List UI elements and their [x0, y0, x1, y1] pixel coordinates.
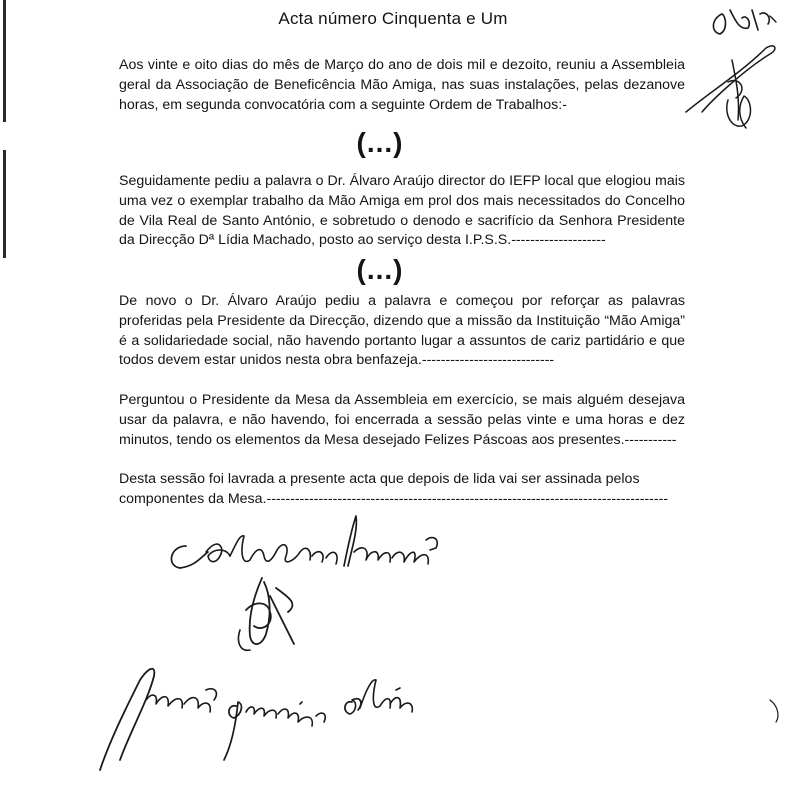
paragraph-text: Desta sessão foi lavrada a presente acta que depois de lida vai ser assinada pelos componentes da Mesa.-------------------------------------------------------------------------------------: [119, 471, 669, 507]
document-title: Acta número Cinquenta e Um: [278, 9, 508, 28]
signature-first: [171, 516, 437, 568]
paragraph-text: Aos vinte e oito dias do mês de Março do ano de dois mil e dezoito, reuniu a Assembleia geral da Associação de Beneficência Mão Amiga, nas suas instalações, pelas dezanove horas, em segunda convocatória com a seguinte Ordem de Trabalhos:-: [119, 57, 685, 113]
paragraph-text: Perguntou o Presidente da Mesa da Assembleia em exercício, se mais alguém desejava usar da palavra, e não havendo, foi encerrada a sessão pelas vinte e uma horas e dez minutos, tendo os elementos da Mesa desejado Felizes Páscoas aos presentes.-----------: [119, 392, 685, 448]
margin-smudge: [770, 700, 778, 722]
signature-rubric-middle: [238, 578, 294, 650]
paragraph-text: De novo o Dr. Álvaro Araújo pediu a palavra e começou por reforçar as palavras proferidas pela Presidente da Direcção, dizendo que a missão da Instituição “Mão Amiga” é a solidariedade social, não havendo portanto lugar a assuntos de cariz partidário e que todos devem estar unidos nesta obra benfazeja.----------------------------: [119, 293, 685, 369]
omission-mark: (...): [356, 254, 404, 285]
initials-top-right: [686, 10, 776, 128]
omission-mark: (...): [356, 127, 404, 158]
paragraph-text: Seguidamente pediu a palavra o Dr. Álvaro Araújo director do IEFP local que elogiou mais uma vez o exemplar trabalho da Mão Amiga em prol dos mais necessitados do Concelho de Vila Real de Santo António, e sobretudo o denodo e sacrifício da Senhora Presidente da Direcção Dª Lídia Machado, posto ao serviço desta I.P.S.S.--------------------: [119, 173, 685, 249]
signature-bottom: [100, 669, 412, 770]
